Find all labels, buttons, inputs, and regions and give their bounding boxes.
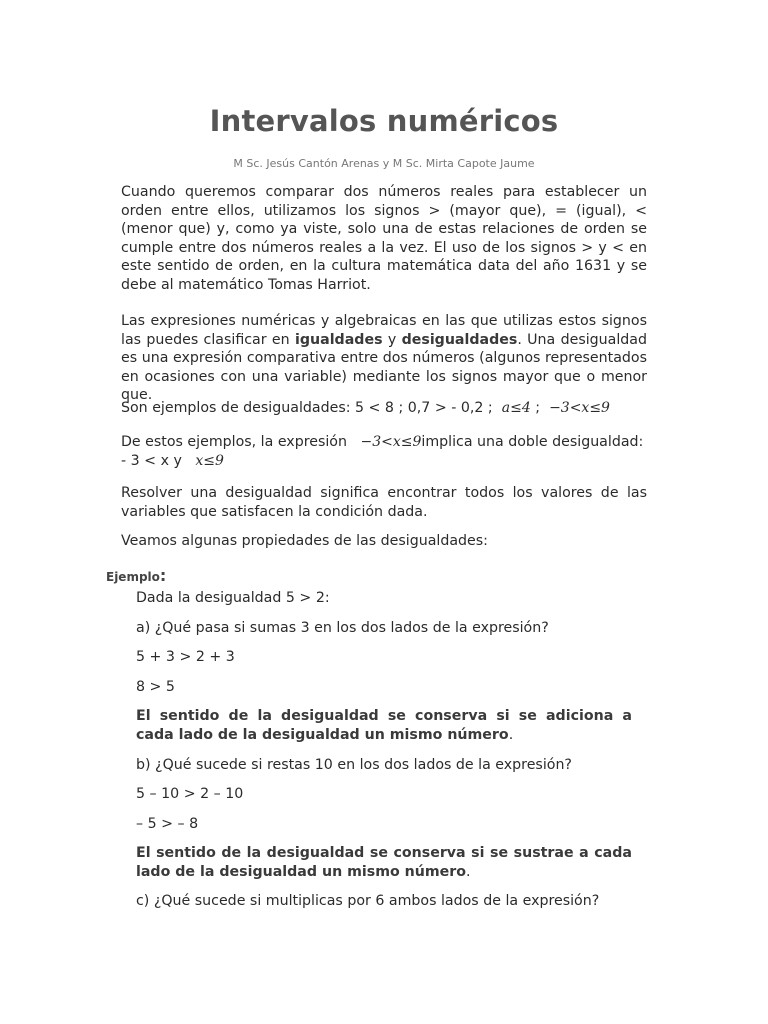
rule-b-period: . <box>466 863 471 880</box>
paragraph-intro-text: Cuando queremos comparar dos números reales para establecer un orden entre ellos, utilizamos los signos > (mayor que), = (igual), < (menor que) y, como ya viste, solo una de estas relaciones de orden se cumple entre dos números reales a la vez. El uso de los signos > y < en este sentido de orden, en la cultura matemática data del año 1631 y se debe al matemático Tomas Harriot. <box>121 184 647 293</box>
rule-a-text: El sentido de la desigualdad se conserva si se adiciona a cada lado de la desigualdad un mismo número <box>136 708 632 743</box>
page-title: Intervalos numéricos <box>209 104 559 138</box>
question-b: b) ¿Qué sucede si restas 10 en los dos lados de la expresión? <box>136 757 572 773</box>
paragraph-resolve <box>121 484 647 521</box>
examples-prefix: Son ejemplos de desigualdades: 5 < 8 ; 0,7 > - 0,2 ; <box>121 400 493 416</box>
paragraph-classification <box>121 312 647 405</box>
paragraph-intro <box>121 183 647 294</box>
term-igualdades: igualdades <box>295 331 383 348</box>
answer-b-step2: – 5 > – 8 <box>136 816 199 832</box>
para2-part1: Las expresiones numéricas y algebraicas en las que utilizas estos signos las puedes clasificar en <box>121 313 647 348</box>
authors-line: M Sc. Jesús Cantón Arenas y M Sc. Mirta Capote Jaume <box>233 157 535 170</box>
question-a: a) ¿Qué pasa si sumas 3 en los dos lados de la expresión? <box>136 620 549 636</box>
paragraph-double-inequality-line1 <box>121 433 647 452</box>
math-double-inequality-ref: −3<x≤9 <box>360 434 422 450</box>
example-label-text: Ejemplo <box>106 570 160 584</box>
question-c: c) ¿Qué sucede si multiplicas por 6 ambos lados de la expresión? <box>136 893 600 909</box>
double-line2: - 3 < x y <box>121 452 182 469</box>
rule-a-period: . <box>508 726 514 743</box>
example-intro: Dada la desigualdad 5 > 2: <box>136 590 330 606</box>
answer-b-step1: 5 – 10 > 2 – 10 <box>136 786 244 802</box>
para2-part2: y <box>382 331 402 348</box>
paragraph-double-inequality-line2 <box>121 452 647 471</box>
paragraph-properties-text: Veamos algunas propiedades de las desigualdades: <box>121 533 488 549</box>
para2-part3: . Una desigualdad es una expresión comparativa entre dos números (algunos representados en ocasiones con una variable) mediante los signos mayor que o menor que. <box>121 331 647 403</box>
rule-b-text: El sentido de la desigualdad se conserva si se sustrae a cada lado de la desigualdad un mismo número <box>136 845 632 880</box>
answer-a-step1: 5 + 3 > 2 + 3 <box>136 649 235 665</box>
paragraph-examples <box>121 399 647 418</box>
double-prefix: De estos ejemplos, la expresión <box>121 434 347 450</box>
math-x-le-9: x≤9 <box>195 452 224 469</box>
examples-separator: ; <box>530 400 541 416</box>
paragraph-resolve-text: Resolver una desigualdad significa encontrar todos los valores de las variables que satisfacen la condición dada. <box>121 485 647 520</box>
math-a-le-4: a≤4 <box>501 400 531 416</box>
paragraph-classification-text <box>121 312 647 405</box>
example-label-colon: : <box>159 566 167 585</box>
rule-a <box>136 707 632 744</box>
paragraph-examples-text <box>121 399 647 418</box>
example-label <box>106 566 166 585</box>
paragraph-double-inequality <box>121 433 647 470</box>
rule-b <box>136 844 632 881</box>
term-desigualdades: desigualdades <box>401 331 518 348</box>
math-double-inequality: −3<x≤9 <box>549 400 610 416</box>
double-middle: implica una doble desigualdad: <box>421 434 644 450</box>
paragraph-properties <box>121 532 647 551</box>
answer-a-step2: 8 > 5 <box>136 679 175 695</box>
